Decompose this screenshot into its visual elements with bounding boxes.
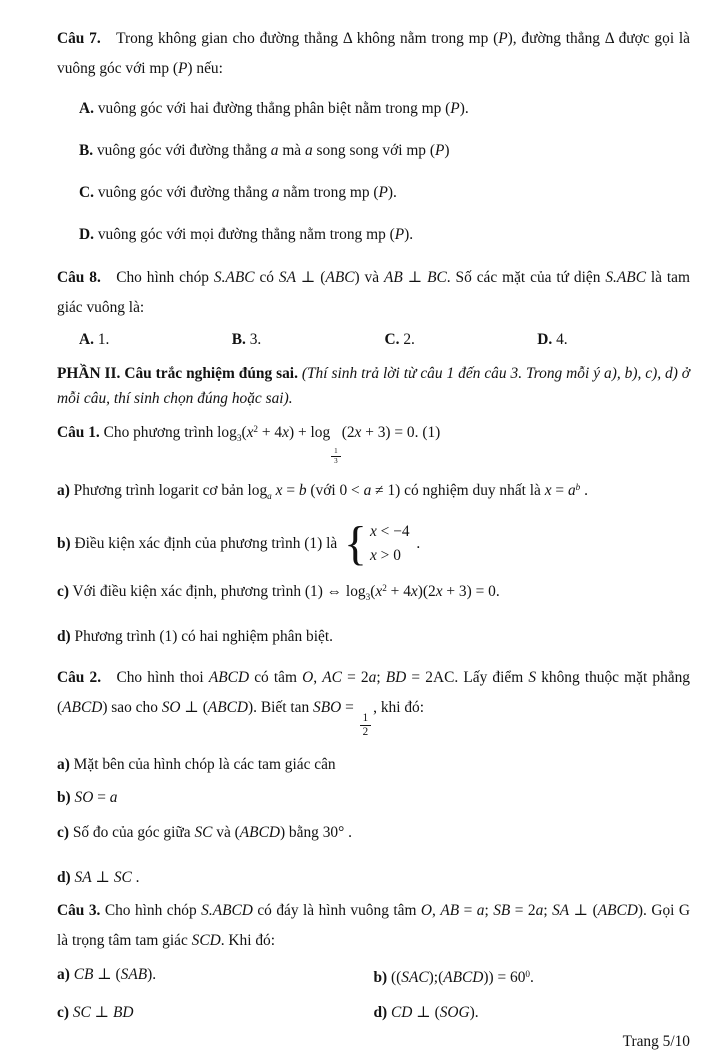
- text-segment: Câu 8.: [57, 269, 101, 286]
- text-segment: .: [412, 534, 421, 552]
- q7-option-d: [57, 224, 690, 245]
- text-segment: d): [57, 627, 71, 645]
- fraction-numerator: 1: [360, 712, 372, 726]
- text-segment: b: [575, 482, 581, 493]
- text-segment: SCD: [191, 931, 221, 949]
- text-segment: (với 0 <: [306, 482, 364, 500]
- text-segment: Cho hình chóp: [100, 901, 202, 919]
- fraction-numerator: 1: [331, 447, 341, 457]
- text-segment: có: [254, 269, 279, 286]
- text-segment: AC: [322, 668, 342, 686]
- text-segment: a: [368, 668, 377, 686]
- left-brace-glyph: {: [344, 517, 367, 571]
- text-segment: D.: [537, 331, 553, 348]
- question-3: [57, 896, 690, 956]
- q3-row-ab: [57, 964, 690, 988]
- text-segment: CD: [391, 1003, 413, 1021]
- text-segment: ABC: [325, 269, 355, 286]
- q7-option-b: [57, 140, 690, 161]
- text-segment: S: [528, 668, 537, 686]
- text-segment: P: [178, 60, 188, 77]
- text-segment: ⊥: [91, 868, 114, 886]
- text-segment: và (: [212, 823, 240, 841]
- text-segment: 0: [525, 968, 531, 979]
- text-segment: 3: [236, 432, 242, 443]
- text-segment: D.: [79, 226, 94, 243]
- text-segment: ) sao cho: [102, 698, 162, 716]
- text-segment: ).: [459, 100, 469, 117]
- text-segment: P: [394, 226, 405, 243]
- q2-statement-a: [57, 754, 690, 775]
- text-segment: (: [297, 365, 307, 382]
- text-segment: P: [434, 142, 445, 159]
- text-segment: , khi đó:: [373, 698, 425, 716]
- text-segment: ABCD: [597, 901, 638, 919]
- text-segment: a: [567, 482, 576, 500]
- text-segment: =: [282, 482, 299, 500]
- q3-statement-a: [57, 964, 374, 988]
- text-segment: ): [444, 142, 450, 159]
- text-segment: x: [410, 582, 418, 600]
- q8-answer-row: [57, 329, 690, 350]
- text-segment: SO: [161, 698, 181, 716]
- fraction: [331, 447, 341, 466]
- text-segment: ), đường thẳng Δ được gọi là vuông góc với mp (: [57, 30, 690, 77]
- text-segment: AB: [384, 269, 403, 286]
- text-segment: ABCD: [208, 668, 250, 686]
- text-segment: P: [378, 184, 388, 201]
- text-segment: SC: [194, 823, 213, 841]
- text-segment: + 4: [386, 582, 411, 600]
- q3-statement-c: [57, 1002, 374, 1023]
- text-segment: có đáy là hình vuông tâm: [252, 901, 421, 919]
- text-segment: Câu 1.: [57, 424, 100, 442]
- text-segment: ).: [404, 226, 414, 243]
- text-segment: .: [580, 482, 588, 500]
- text-segment: SOG: [439, 1003, 470, 1021]
- text-segment: Cho phương trình log: [99, 424, 237, 442]
- text-segment: SA: [552, 901, 570, 919]
- text-segment: SA: [74, 868, 92, 886]
- text-segment: ABCD: [62, 698, 103, 716]
- text-segment: ,: [432, 901, 441, 919]
- text-segment: Điều kiện xác định của phương trình (1) là: [70, 534, 342, 552]
- part2-question-1: [57, 419, 690, 465]
- text-segment: 3: [365, 591, 371, 602]
- q3-statement-b: [374, 964, 691, 988]
- text-segment: S.ABC: [605, 269, 646, 286]
- fraction: [360, 712, 372, 740]
- text-segment: d): [373, 1003, 388, 1021]
- text-segment: PHẦN II. Câu trắc nghiệm đúng sai.: [57, 365, 298, 382]
- text-segment: a: [476, 901, 485, 919]
- text-segment: ).: [283, 390, 293, 407]
- text-segment: Mặt bên của hình chóp là các tam giác cân: [69, 755, 336, 773]
- text-segment: CB: [73, 965, 94, 983]
- text-segment: Với điều kiện xác định, phương trình (1) ⇔ log: [68, 582, 366, 600]
- text-segment: Cho hình chóp: [100, 269, 214, 286]
- text-segment: SC: [72, 1003, 91, 1021]
- text-segment: 2: [382, 582, 387, 593]
- text-segment: SAB: [120, 965, 148, 983]
- text-segment: ) và: [354, 269, 384, 286]
- text-segment: = 2: [341, 668, 369, 686]
- text-segment: x: [275, 482, 283, 500]
- text-segment: ).: [469, 1003, 479, 1021]
- text-segment: 2: [253, 424, 259, 434]
- text-segment: Phương trình logarit cơ bản log: [69, 482, 268, 500]
- text-segment: SO: [74, 788, 94, 806]
- text-segment: P: [450, 100, 460, 117]
- text-segment: a): [57, 482, 70, 500]
- q8-answer-c: [385, 329, 538, 350]
- text-segment: )(2: [417, 582, 436, 600]
- text-segment: = 2AC. Lấy điểm: [406, 668, 529, 686]
- text-segment: a: [109, 788, 118, 806]
- text-segment: ABCD: [207, 698, 249, 716]
- text-segment: d): [57, 868, 71, 886]
- cases-line: [370, 545, 410, 567]
- text-segment: (: [241, 424, 247, 442]
- text-segment: ⊥ (: [569, 901, 598, 919]
- text-segment: S.ABCD: [201, 901, 253, 919]
- text-segment: O: [420, 901, 433, 919]
- document-body: [57, 24, 690, 1023]
- text-segment: . Số các mặt của tứ diện: [446, 269, 606, 286]
- text-segment: = 2: [510, 901, 536, 919]
- text-segment: B.: [79, 142, 94, 159]
- text-segment: O: [302, 668, 314, 686]
- text-segment: SB: [493, 901, 511, 919]
- text-segment: Thí sinh trả lời từ câu 1 đến câu 3. Trong mỗi ý a), b), c), d) ở mỗi câu, thí sinh chọn đúng hoặc sai: [57, 365, 690, 407]
- text-segment: x: [246, 424, 254, 442]
- text-segment: ⊥: [402, 269, 428, 286]
- text-segment: B.: [231, 331, 246, 348]
- text-segment: x: [435, 582, 443, 600]
- text-segment: b): [57, 788, 71, 806]
- q8-answer-d: [537, 329, 690, 350]
- text-segment: A.: [79, 331, 94, 348]
- text-segment: ⊥ (: [93, 965, 121, 983]
- cases-lines: [370, 521, 410, 568]
- text-segment: song song với mp (: [312, 142, 435, 159]
- question-2: [57, 663, 690, 740]
- text-segment: c): [57, 1003, 69, 1021]
- text-segment: (2: [341, 424, 355, 442]
- q7-option-c: [57, 182, 690, 203]
- text-segment: vuông góc với mọi đường thẳng nằm trong mp (: [93, 226, 395, 243]
- text-segment: x: [282, 424, 289, 442]
- q3-row-cd: [57, 1002, 690, 1023]
- q1-statement-d: [57, 626, 690, 647]
- text-segment: ⊥ (: [296, 269, 326, 286]
- text-segment: x: [369, 523, 377, 541]
- text-segment: x: [354, 424, 362, 442]
- text-segment: vuông góc với hai đường thẳng phân biệt nằm trong mp (: [93, 100, 451, 117]
- text-segment: Câu 3.: [57, 901, 101, 919]
- text-segment: Trong không gian cho đường thẳng Δ không nằm trong mp (: [100, 30, 499, 47]
- text-segment: không thuộc mặt phẳng (: [57, 668, 691, 716]
- text-segment: ) nếu:: [187, 60, 223, 77]
- text-segment: 3.: [245, 331, 262, 348]
- cases-line: [370, 521, 410, 543]
- q8-answer-a: [79, 329, 232, 350]
- text-segment: )) = 60: [483, 968, 526, 986]
- text-segment: ABCD: [443, 968, 484, 986]
- text-segment: ≠ 1) có nghiệm duy nhất là: [371, 482, 545, 500]
- q3-statement-d: [374, 1002, 691, 1023]
- text-segment: ⊥ (: [180, 698, 208, 716]
- text-segment: a: [363, 482, 372, 500]
- text-segment: a: [270, 142, 279, 159]
- q2-statement-d: [57, 867, 690, 888]
- text-segment: a: [271, 184, 280, 201]
- q1-statement-c: [57, 578, 690, 608]
- text-segment: =: [93, 788, 110, 806]
- text-segment: ABCD: [239, 823, 280, 841]
- text-segment: có tâm: [249, 668, 303, 686]
- text-segment: b: [298, 482, 307, 500]
- text-segment: b): [373, 968, 388, 986]
- text-segment: C.: [79, 184, 94, 201]
- text-segment: ). Gọi G là trọng tâm tam giác: [57, 901, 691, 949]
- text-segment: . Khi đó:: [220, 931, 275, 949]
- text-segment: ) bằng 30° .: [279, 823, 352, 841]
- text-segment: BD: [112, 1003, 134, 1021]
- text-segment: nằm trong mp (: [279, 184, 379, 201]
- text-segment: vuông góc với đường thẳng: [93, 142, 271, 159]
- text-segment: vuông góc với đường thẳng: [93, 184, 272, 201]
- text-segment: x: [369, 547, 377, 565]
- text-segment: a): [57, 965, 70, 983]
- text-segment: =: [459, 901, 477, 919]
- page-number: Trang 5/10: [622, 1032, 690, 1050]
- text-segment: ). Biết tan: [248, 698, 313, 716]
- q2-statement-b: [57, 787, 690, 808]
- text-segment: Số đo của góc giữa: [68, 823, 195, 841]
- cases-system: [344, 517, 410, 571]
- text-segment: + 4: [258, 424, 283, 442]
- text-segment: + 3) = 0. (1): [361, 424, 441, 442]
- text-segment: Cho hình thoi: [101, 668, 209, 686]
- text-segment: + 3) = 0.: [442, 582, 500, 600]
- fraction-denominator: 2: [362, 726, 369, 739]
- text-segment: .: [131, 868, 140, 886]
- text-segment: .: [530, 968, 534, 986]
- text-segment: c): [57, 823, 69, 841]
- text-segment: AB: [440, 901, 460, 919]
- text-segment: 4.: [552, 331, 568, 348]
- text-segment: Phương trình (1) có hai nghiệm phân biệt.: [70, 627, 333, 645]
- text-segment: c): [57, 582, 69, 600]
- text-segment: ⊥ (: [412, 1003, 440, 1021]
- text-segment: );(: [428, 968, 444, 986]
- text-segment: a: [267, 491, 272, 502]
- text-segment: =: [341, 698, 358, 716]
- text-segment: là tam giác vuông là:: [57, 269, 690, 316]
- question-8: [57, 263, 690, 323]
- text-segment: P: [498, 30, 508, 47]
- text-segment: ).: [387, 184, 397, 201]
- text-segment: ((: [387, 968, 402, 986]
- text-segment: x: [375, 582, 383, 600]
- q2-statement-c: [57, 822, 690, 843]
- text-segment: ⊥: [90, 1003, 113, 1021]
- q8-answer-b: [232, 329, 385, 350]
- text-segment: BC: [427, 269, 447, 286]
- text-segment: ) + log: [288, 424, 331, 442]
- text-segment: BD: [385, 668, 407, 686]
- text-segment: b): [57, 534, 71, 552]
- text-segment: 1.: [93, 331, 110, 348]
- part-2-header: [57, 361, 690, 411]
- text-segment: x: [544, 482, 552, 500]
- text-segment: > 0: [376, 547, 401, 565]
- text-segment: < −4: [376, 523, 410, 541]
- text-segment: ;: [376, 668, 386, 686]
- text-segment: ;: [484, 901, 494, 919]
- text-segment: SBO: [313, 698, 342, 716]
- text-segment: SC: [113, 868, 132, 886]
- text-segment: (: [370, 582, 376, 600]
- text-segment: ).: [147, 965, 157, 983]
- text-segment: ,: [313, 668, 323, 686]
- text-segment: C.: [384, 331, 400, 348]
- text-segment: Câu 2.: [57, 668, 102, 686]
- fraction-denominator: 3: [334, 456, 338, 465]
- text-segment: ;: [543, 901, 553, 919]
- q1-statement-a: [57, 477, 690, 507]
- text-segment: Câu 7.: [57, 30, 101, 47]
- text-segment: a: [535, 901, 544, 919]
- text-segment: =: [551, 482, 568, 500]
- text-segment: 2.: [399, 331, 415, 348]
- text-segment: mà: [278, 142, 305, 159]
- text-segment: a: [304, 142, 313, 159]
- question-7: [57, 24, 690, 84]
- text-segment: a): [57, 755, 70, 773]
- text-segment: A.: [79, 100, 94, 117]
- text-segment: SAC: [401, 968, 429, 986]
- q7-option-a: [57, 98, 690, 119]
- q1-statement-b: [57, 517, 690, 571]
- text-segment: SA: [278, 269, 296, 286]
- text-segment: S.ABC: [213, 269, 255, 286]
